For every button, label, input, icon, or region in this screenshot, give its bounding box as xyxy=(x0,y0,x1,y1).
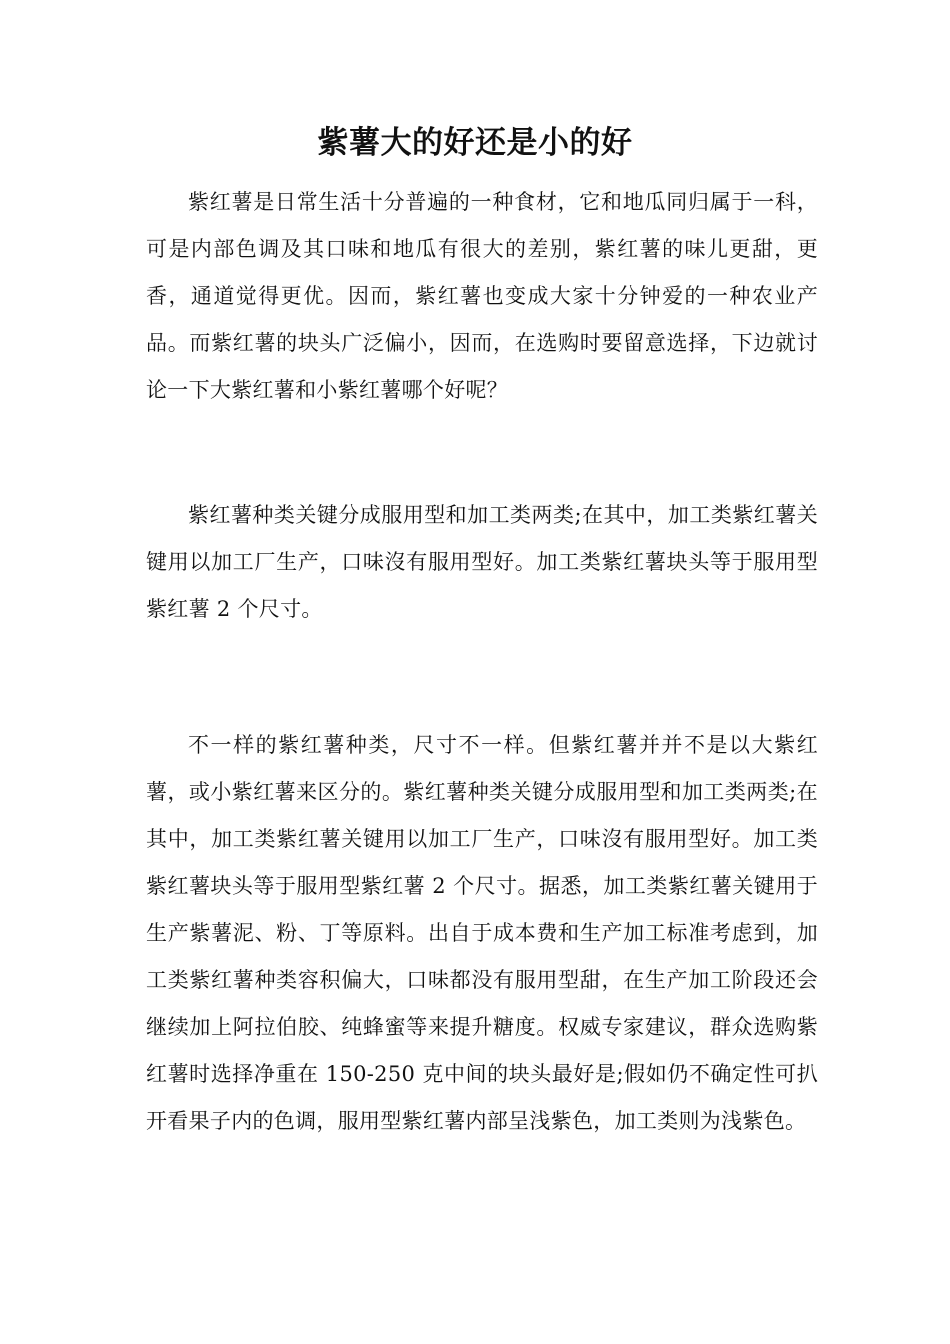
paragraph-size-advice: 不一样的紫红薯种类，尺寸不一样。但紫红薯并并不是以大紫红薯，或小紫红薯来区分的。紫红薯种类关键分成服用型和加工类两类;在其中，加工类紫红薯关键用以加工厂生产，口味沒有服用型好。加工类紫红薯块头等于服用型紫红薯 2 个尺寸。据悉，加工类紫红薯关键用于生产紫薯泥、粉、丁等原料。出自于成本费和生产加工标准考虑到，加工类紫红薯种类容积偏大，口味都没有服用型甜，在生产加工阶段还会继续加上阿拉伯胶、纯蜂蜜等来提升糖度。权威专家建议，群众选购紫红薯时选择净重在 150-250 克中间的块头最好是;假如仍不确定性可扒开看果子内的色调，服用型紫红薯内部呈浅紫色，加工类则为浅紫色。 xyxy=(146,733,818,1133)
paragraph-types: 紫红薯种类关键分成服用型和加工类两类;在其中，加工类紫红薯关键用以加工厂生产，口味沒有服用型好。加工类紫红薯块头等于服用型紫红薯 2 个尺寸。 xyxy=(146,503,818,621)
document-title: 紫薯大的好还是小的好 xyxy=(317,125,633,161)
paragraph-intro: 紫红薯是日常生活十分普遍的一种食材，它和地瓜同归属于一科，可是内部色调及其口味和地瓜有很大的差别，紫红薯的味儿更甜，更香，通道觉得更优。因而，紫红薯也变成大家十分钟爱的一种农业产品。而紫红薯的块头广泛偏小，因而，在选购时要留意选择，下边就讨论一下大紫红薯和小紫红薯哪个好呢？ xyxy=(146,190,818,402)
